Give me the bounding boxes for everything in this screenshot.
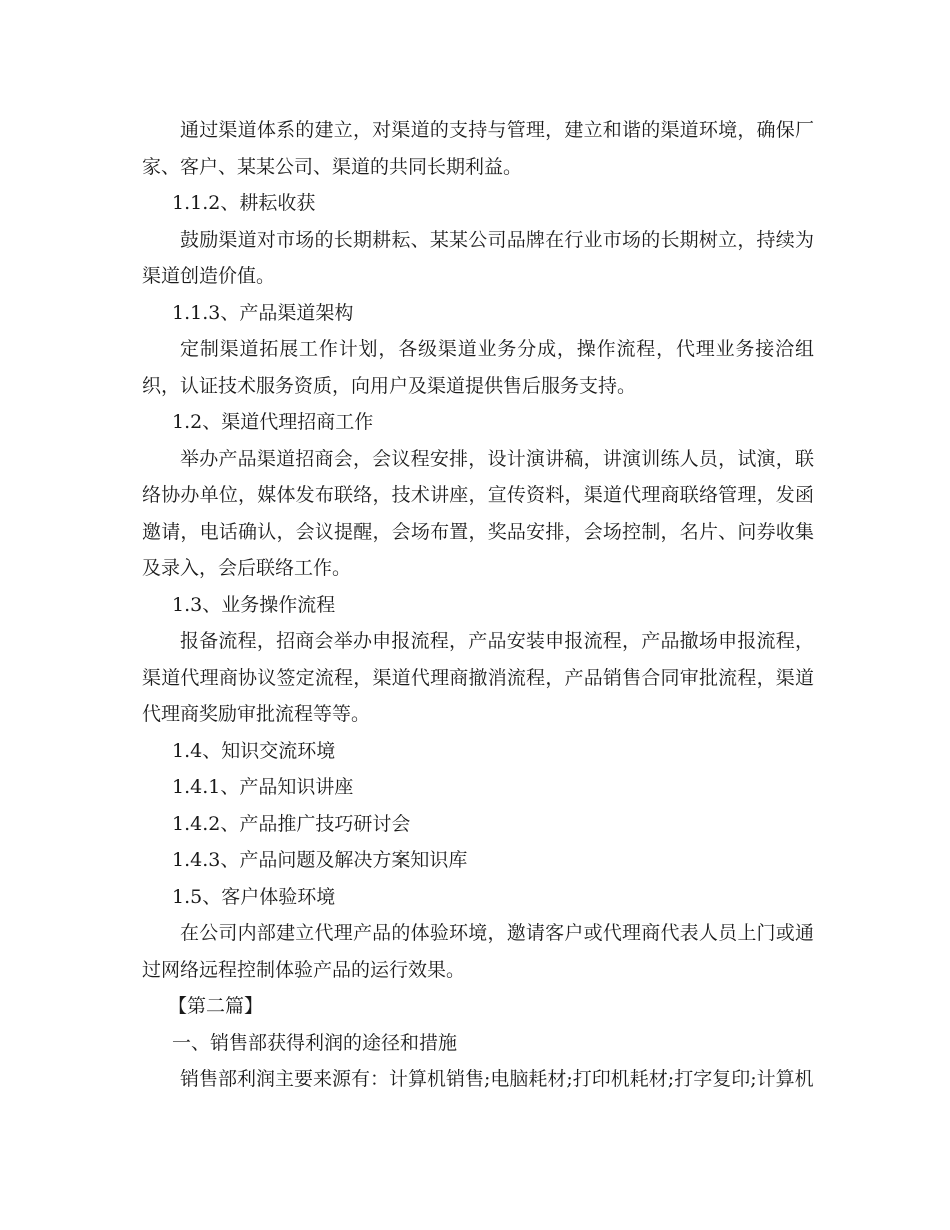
paragraph: 通过渠道体系的建立，对渠道的支持与管理，建立和谐的渠道环境，确保厂家、客户、某某公司、渠道的共同长期利益。 xyxy=(142,119,814,178)
section-heading: 1.4.1、产品知识讲座 xyxy=(172,776,354,798)
section-heading: 1.4、知识交流环境 xyxy=(172,739,336,762)
section-heading: 1.2、渠道代理招商工作 xyxy=(172,411,374,433)
section-heading: 1.5、客户体验环境 xyxy=(172,885,336,908)
section-heading: 1.3、业务操作流程 xyxy=(172,593,336,616)
section-heading: 1.1.3、产品渠道架构 xyxy=(172,301,354,324)
paragraph: 在公司内部建立代理产品的体验环境，邀请客户或代理商代表人员上门或通过网络远程控制体验产品的运行效果。 xyxy=(142,922,814,981)
part-heading: 【第二篇】 xyxy=(168,995,264,1017)
section-heading: 一、销售部获得利润的途径和措施 xyxy=(172,1031,458,1054)
section-heading: 1.4.3、产品问题及解决方案知识库 xyxy=(172,849,468,871)
paragraph: 举办产品渠道招商会，会议程安排，设计演讲稿，讲演训练人员，试演，联络协办单位，媒体发布联络，技术讲座，宣传资料，渠道代理商联络管理，发函邀请，电话确认，会议提醒，会场布置，奖品安排，会场控制，名片、问券收集及录入，会后联络工作。 xyxy=(142,447,814,579)
document-page xyxy=(142,112,814,1098)
paragraph: 定制渠道拓展工作计划，各级渠道业务分成，操作流程，代理业务接洽组织，认证技术服务资质，向用户及渠道提供售后服务支持。 xyxy=(142,338,814,397)
paragraph: 鼓励渠道对市场的长期耕耘、某某公司品牌在行业市场的长期树立，持续为渠道创造价值。 xyxy=(142,228,814,287)
paragraph: 报备流程，招商会举办申报流程，产品安装申报流程，产品撤场申报流程，渠道代理商协议签定流程，渠道代理商撤消流程，产品销售合同审批流程，渠道代理商奖励审批流程等等。 xyxy=(142,630,814,725)
section-heading: 1.1.2、耕耘收获 xyxy=(172,192,316,214)
paragraph: 销售部利润主要来源有：计算机销售;电脑耗材;打印机耗材;打字复印;计算机 xyxy=(180,1068,814,1090)
section-heading: 1.4.2、产品推广技巧研讨会 xyxy=(172,812,411,835)
